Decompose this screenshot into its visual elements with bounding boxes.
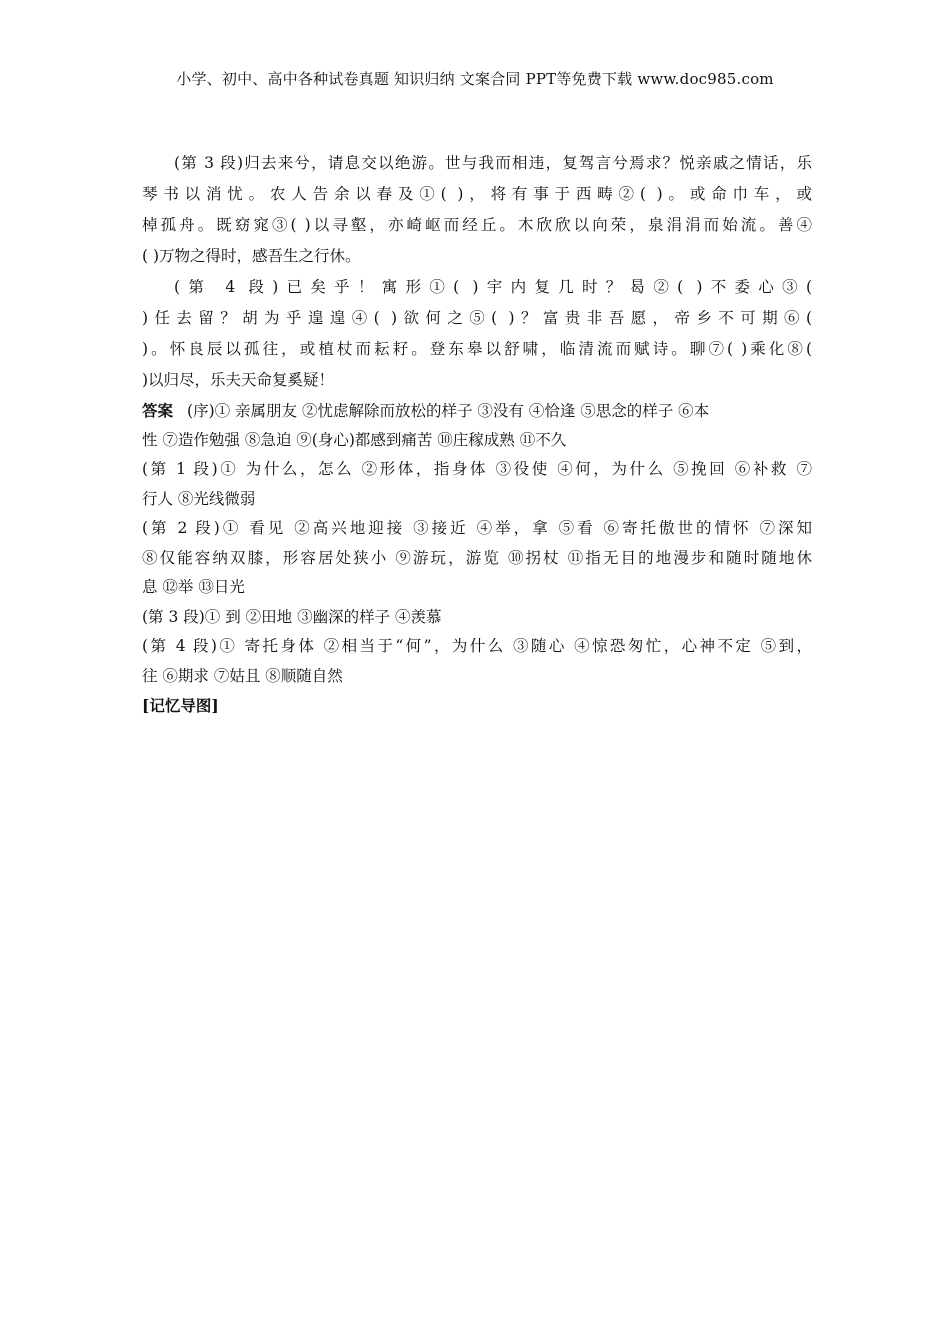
answer-line: (第 4 段)① 寄托身体 ②相当于“何”，为什么 ③随心 ④惊恐匆忙，心神不定 ⑤到， <box>142 637 812 655</box>
passage-line: ( )万物之得时，感吾生之行休。 <box>142 247 361 265</box>
answer-line: (第 3 段)① 到 ②田地 ③幽深的样子 ④羡慕 <box>142 607 442 626</box>
answer-line: (序)① 亲属朋友 ②忧虑解除而放松的样子 ③没有 ④恰逢 ⑤思念的样子 ⑥本 <box>187 402 710 420</box>
passage-line: )。怀良辰以孤往，或植杖而耘耔。登东皋以舒啸，临清流而赋诗。聊⑦( )乘化⑧( <box>142 340 812 358</box>
passage-line: )任去留？胡为乎遑遑④( )欲何之⑤( )？富贵非吾愿，帝乡不可期⑥( <box>142 309 812 327</box>
memory-map-label: [记忆导图] <box>142 696 219 715</box>
passage-line: 棹孤舟。既窈窕③( )以寻壑，亦崎岖而经丘。木欣欣以向荣，泉涓涓而始流。善④ <box>142 216 812 234</box>
answers-section <box>142 396 812 721</box>
passage <box>142 148 812 396</box>
answer-label: 答案 <box>142 401 174 420</box>
answer-line-first <box>142 396 812 426</box>
answer-line: (第 1 段)① 为什么，怎么 ②形体，指身体 ③役使 ④何，为什么 ⑤挽回 ⑥补救 ⑦ <box>142 460 812 478</box>
answer-line: (第 2 段)① 看见 ②高兴地迎接 ③接近 ④举，拿 ⑤看 ⑥寄托傲世的情怀 ⑦深知 <box>142 519 812 537</box>
page-header: 小学、初中、高中各种试卷真题 知识归纳 文案合同 PPT等免费下载 www.doc985.com <box>176 70 774 88</box>
document-body <box>142 148 812 721</box>
answer-line: 性 ⑦造作勉强 ⑧急迫 ⑨(身心)都感到痛苦 ⑩庄稼成熟 ⑪不久 <box>142 430 567 449</box>
passage-line: 琴书以消忧。农人告余以春及①( )，将有事于西畴②( )。或命巾车，或 <box>142 185 812 203</box>
answer-line: 息 ⑫举 ⑬日光 <box>142 578 245 596</box>
passage-line: )以归尽，乐夫天命复奚疑！ <box>142 371 335 389</box>
answer-line: 行人 ⑧光线微弱 <box>142 489 256 508</box>
answer-line: 往 ⑥期求 ⑦姑且 ⑧顺随自然 <box>142 666 343 685</box>
answer-line: ⑧仅能容纳双膝，形容居处狭小 ⑨游玩，游览 ⑩拐杖 ⑪指无目的地漫步和随时随地休 <box>142 548 812 567</box>
passage-line: (第 3 段)归去来兮，请息交以绝游。世与我而相违，复驾言兮焉求？悦亲戚之情话，乐 <box>174 154 813 172</box>
passage-line: (第 4 段)已矣乎！寓形①( )宇内复几时？曷②( )不委心③( <box>174 278 812 296</box>
